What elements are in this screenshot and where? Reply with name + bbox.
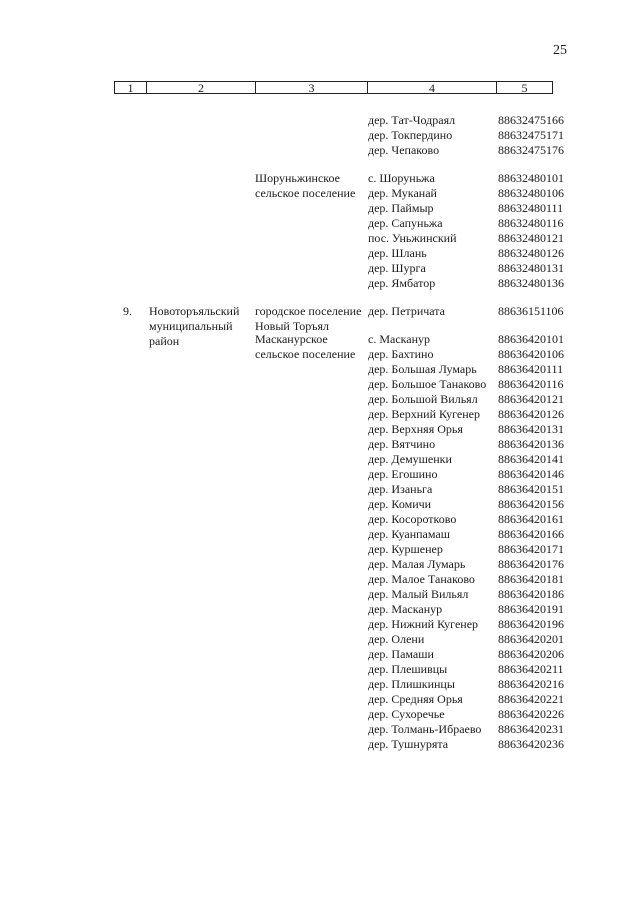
locality-code: 88636420181 xyxy=(498,572,564,586)
locality-name: дер. Плешивцы xyxy=(368,662,448,676)
locality-name: дер. Тат-Чодраял xyxy=(368,113,456,127)
locality-name: пос. Уньжинский xyxy=(368,231,457,245)
row-number: 9. xyxy=(123,304,132,318)
locality-name: дер. Петричата xyxy=(368,304,446,318)
list-item xyxy=(368,647,608,662)
list-item xyxy=(368,542,608,557)
locality-name: с. Масканур xyxy=(368,332,431,346)
list-item xyxy=(368,617,608,632)
locality-name: дер. Вятчино xyxy=(368,437,436,451)
list-item xyxy=(368,231,608,246)
locality-list xyxy=(368,332,608,752)
locality-name: дер. Сухоречье xyxy=(368,707,445,721)
locality-name: дер. Малая Лумарь xyxy=(368,557,466,571)
list-item xyxy=(368,186,608,201)
list-item xyxy=(368,216,608,231)
locality-code: 88632475171 xyxy=(498,128,564,142)
locality-code: 88636420161 xyxy=(498,512,564,526)
list-item xyxy=(368,332,608,347)
list-item xyxy=(368,482,608,497)
locality-code: 88636151106 xyxy=(498,304,564,318)
list-item xyxy=(368,602,608,617)
locality-name: дер. Комичи xyxy=(368,497,432,511)
list-item xyxy=(368,707,608,722)
locality-name: дер. Средняя Орья xyxy=(368,692,463,706)
list-item xyxy=(368,362,608,377)
locality-code: 88636420101 xyxy=(498,332,564,346)
locality-code: 88632480116 xyxy=(498,216,564,230)
list-item xyxy=(368,737,608,752)
locality-code: 88632480106 xyxy=(498,186,564,200)
locality-list xyxy=(368,113,608,158)
list-item xyxy=(368,527,608,542)
list-item xyxy=(368,452,608,467)
list-item xyxy=(368,692,608,707)
locality-code: 88636420171 xyxy=(498,542,564,556)
locality-name: дер. Верхний Кугенер xyxy=(368,407,480,421)
locality-code: 88632480101 xyxy=(498,171,564,185)
page-number: 25 xyxy=(553,43,567,58)
locality-code: 88632480111 xyxy=(498,201,564,215)
locality-code: 88636420206 xyxy=(498,647,564,661)
locality-name: дер. Шурга xyxy=(368,261,426,275)
locality-name: дер. Чепаково xyxy=(368,143,440,157)
locality-name: дер. Шлань xyxy=(368,246,427,260)
list-item xyxy=(368,497,608,512)
table-body xyxy=(0,113,639,752)
header-col-5: 5 xyxy=(521,81,528,95)
locality-code: 88636420141 xyxy=(498,452,564,466)
locality-code: 88636420151 xyxy=(498,482,564,496)
list-item xyxy=(368,512,608,527)
locality-name: дер. Демушенки xyxy=(368,452,452,466)
locality-name: дер. Масканур xyxy=(368,602,443,616)
header-col-4: 4 xyxy=(368,82,497,93)
locality-name: дер. Нижний Кугенер xyxy=(368,617,479,631)
locality-code: 88632475166 xyxy=(498,113,564,127)
settlement-name: городское поселение Новый Торъял xyxy=(255,304,362,333)
locality-name: дер. Куршенер xyxy=(368,542,443,556)
list-item xyxy=(368,261,608,276)
locality-name: дер. Тушнурята xyxy=(368,737,449,751)
list-item xyxy=(368,143,608,158)
list-item xyxy=(368,422,608,437)
locality-code: 88636420111 xyxy=(498,362,564,376)
header-col-3: 3 xyxy=(256,82,368,93)
locality-name: дер. Верхняя Орья xyxy=(368,422,463,436)
list-item xyxy=(368,246,608,261)
list-item xyxy=(368,437,608,452)
locality-name: дер. Изаньга xyxy=(368,482,433,496)
locality-code: 88636420221 xyxy=(498,692,564,706)
locality-code: 88636420196 xyxy=(498,617,564,631)
list-item xyxy=(368,677,608,692)
locality-list xyxy=(368,304,608,319)
locality-name: дер. Токпердино xyxy=(368,128,453,142)
block-spacer xyxy=(0,158,639,171)
locality-name: дер. Сапуньжа xyxy=(368,216,443,230)
locality-code: 88632480126 xyxy=(498,246,564,260)
locality-name: дер. Бахтино xyxy=(368,347,434,361)
locality-code: 88636420216 xyxy=(498,677,564,691)
list-item xyxy=(368,632,608,647)
locality-name: с. Шоруньжа xyxy=(368,171,435,185)
locality-code: 88636420186 xyxy=(498,587,564,601)
locality-list xyxy=(368,171,608,291)
locality-name: дер. Малый Вильял xyxy=(368,587,469,601)
list-item xyxy=(368,304,608,319)
list-item xyxy=(368,722,608,737)
table-block xyxy=(0,171,639,291)
locality-code: 88636420136 xyxy=(498,437,564,451)
list-item xyxy=(368,587,608,602)
locality-code: 88636420131 xyxy=(498,422,564,436)
locality-code: 88636420176 xyxy=(498,557,564,571)
locality-name: дер. Косоротково xyxy=(368,512,457,526)
locality-code: 88636420211 xyxy=(498,662,564,676)
locality-name: дер. Ямбатор xyxy=(368,276,436,290)
locality-name: дер. Большой Вильял xyxy=(368,392,478,406)
list-item xyxy=(368,407,608,422)
locality-name: дер. Толмань-Ибраево xyxy=(368,722,482,736)
locality-code: 88636420166 xyxy=(498,527,564,541)
list-item xyxy=(368,392,608,407)
list-item xyxy=(368,171,608,186)
locality-code: 88636420226 xyxy=(498,707,564,721)
list-item xyxy=(368,467,608,482)
locality-name: дер. Большая Лумарь xyxy=(368,362,477,376)
locality-code: 88636420201 xyxy=(498,632,564,646)
district-name: Новоторъяльский муниципальный район xyxy=(149,304,240,348)
locality-code: 88632475176 xyxy=(498,143,564,157)
list-item xyxy=(368,557,608,572)
list-item xyxy=(368,572,608,587)
locality-name: дер. Паймыр xyxy=(368,201,434,215)
locality-code: 88636420121 xyxy=(498,392,564,406)
locality-code: 88636420191 xyxy=(498,602,564,616)
locality-code: 88636420106 xyxy=(498,347,564,361)
list-item xyxy=(368,662,608,677)
locality-name: дер. Муканай xyxy=(368,186,437,200)
table-block xyxy=(0,332,639,752)
list-item xyxy=(368,128,608,143)
table-block xyxy=(0,113,639,158)
locality-code: 88632480131 xyxy=(498,261,564,275)
list-item xyxy=(368,377,608,392)
locality-name: дер. Куанпамаш xyxy=(368,527,450,541)
list-item xyxy=(368,201,608,216)
locality-code: 88636420156 xyxy=(498,497,564,511)
locality-code: 88636420236 xyxy=(498,737,564,751)
table-header-row xyxy=(114,81,553,94)
locality-name: дер. Памаши xyxy=(368,647,434,661)
list-item xyxy=(368,347,608,362)
locality-name: дер. Егошино xyxy=(368,467,438,481)
list-item xyxy=(368,113,608,128)
settlement-name: Шоруньжинское сельское поселение xyxy=(255,171,356,200)
header-col-2: 2 xyxy=(147,82,256,93)
locality-code: 88636420231 xyxy=(498,722,564,736)
locality-code: 88636420146 xyxy=(498,467,564,481)
locality-name: дер. Олени xyxy=(368,632,425,646)
locality-name: дер. Плишкинцы xyxy=(368,677,455,691)
locality-name: дер. Малое Танаково xyxy=(368,572,475,586)
header-col-1: 1 xyxy=(115,82,147,93)
locality-code: 88632480121 xyxy=(498,231,564,245)
locality-code: 88636420126 xyxy=(498,407,564,421)
settlement-name: Масканурское сельское поселение xyxy=(255,332,356,361)
locality-name: дер. Большое Танаково xyxy=(368,377,487,391)
block-spacer xyxy=(0,291,639,304)
locality-code: 88632480136 xyxy=(498,276,564,290)
locality-code: 88636420116 xyxy=(498,377,564,391)
list-item xyxy=(368,276,608,291)
